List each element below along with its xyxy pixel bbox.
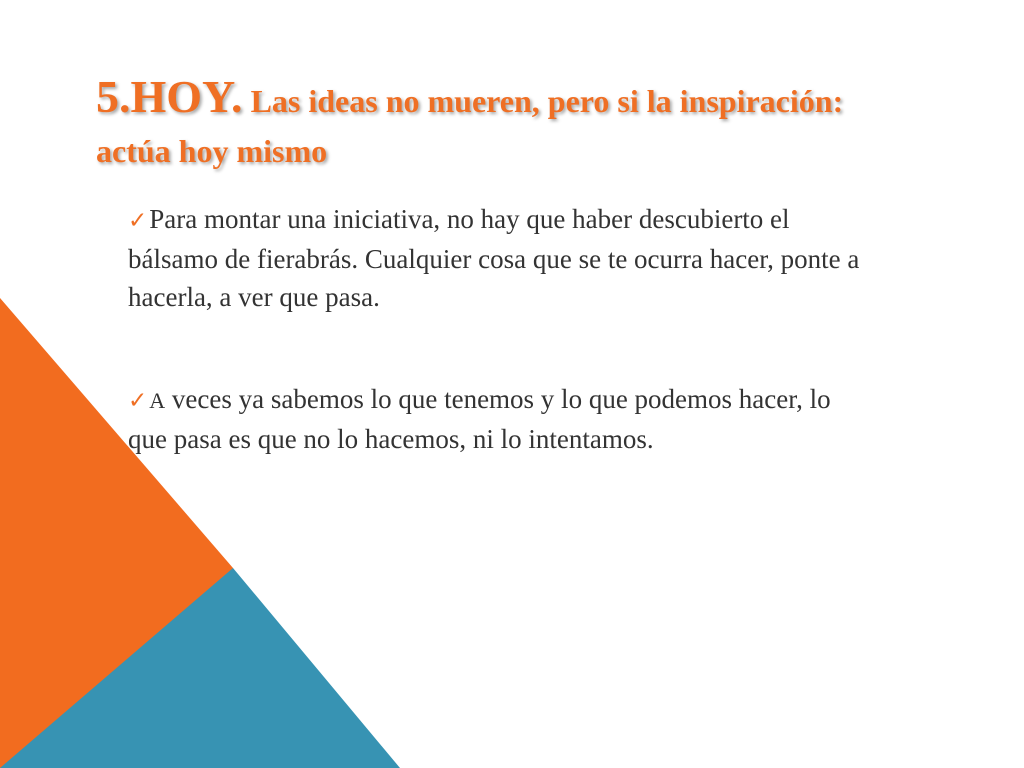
- slide-title-rest: Las ideas no mueren, pero si la inspiración: actúa hoy mismo: [96, 83, 844, 169]
- checkmark-icon: ✓: [128, 208, 148, 234]
- slide-title: [96, 72, 916, 176]
- slide-body: [128, 200, 868, 522]
- bullet-text: veces ya sabemos lo que tenemos y lo que podemos hacer, lo que pasa es que no lo hacemos, ni lo intentamos.: [128, 384, 831, 454]
- bullet-first-letter: A: [149, 388, 166, 413]
- slide-title-lead: 5.HOY.: [96, 71, 243, 122]
- checkmark-icon: ✓: [128, 388, 148, 414]
- bullet-item: [128, 200, 868, 316]
- bullet-item: [128, 380, 868, 458]
- bullet-text: Para montar una iniciativa, no hay que haber descubierto el bálsamo de fierabrás. Cualquier cosa que se te ocurra hacer, ponte a hacerla, a ver que pasa.: [128, 204, 860, 312]
